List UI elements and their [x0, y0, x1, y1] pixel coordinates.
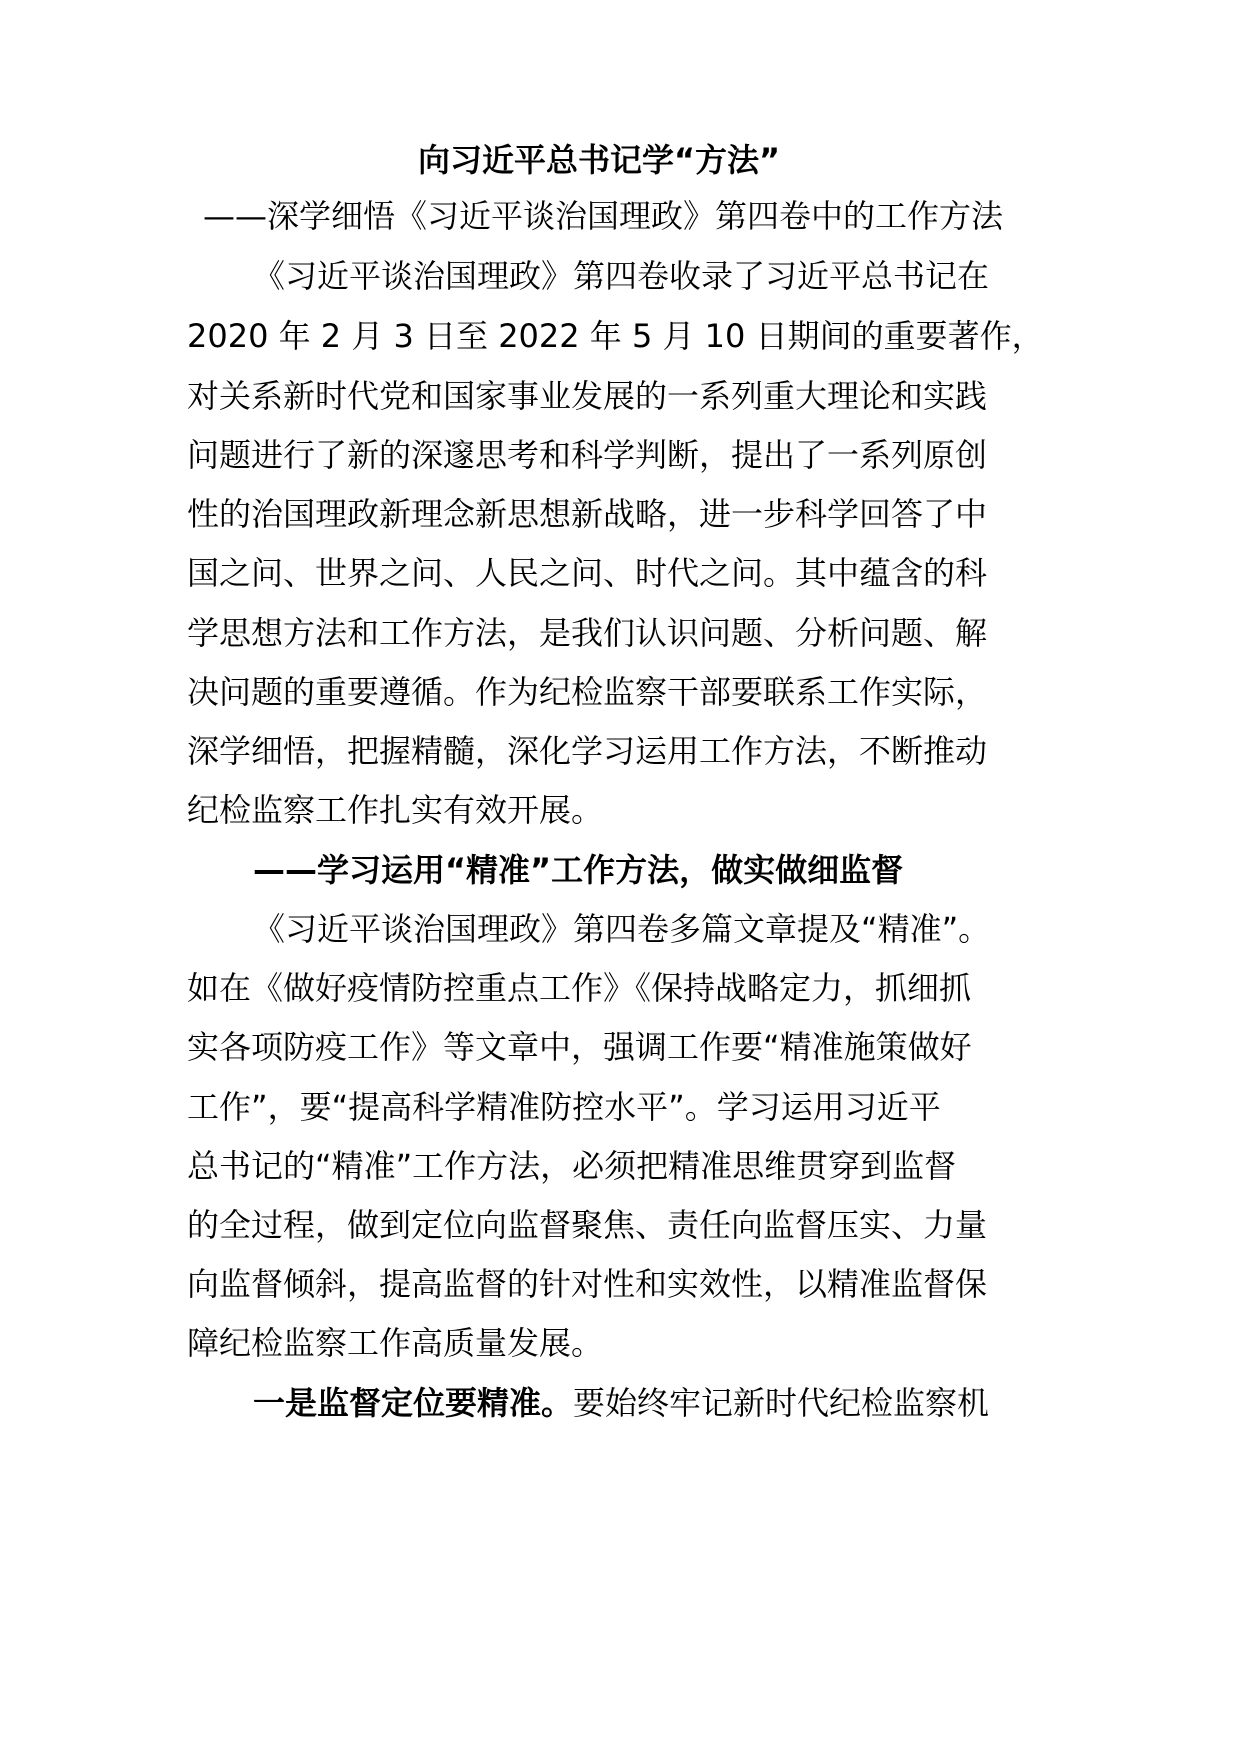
- paragraph2-line: 障纪检监察工作高质量发展。: [187, 1324, 604, 1362]
- paragraph1-line: 2020 年 2 月 3 日至 2022 年 5 月 10 日期间的重要著作，: [187, 317, 1044, 355]
- point1-line: [253, 1383, 989, 1423]
- paragraph2-line: 总书记的“精准”工作方法，必须把精准思维贯穿到监督: [187, 1147, 957, 1185]
- paragraph2-line: 的全过程，做到定位向监督聚焦、责任向监督压实、力量: [187, 1206, 988, 1244]
- paragraph1-line: 纪检监察工作扎实有效开展。: [187, 791, 604, 829]
- paragraph1-line: 学思想方法和工作方法，是我们认识问题、分析问题、解: [187, 614, 988, 652]
- point1-text: 要始终牢记新时代纪检监察机: [573, 1384, 990, 1422]
- paragraph1-line: 问题进行了新的深邃思考和科学判断，提出了一系列原创: [187, 436, 988, 474]
- document-subtitle: ——深学细悟《习近平谈治国理政》第四卷中的工作方法: [203, 197, 1004, 235]
- paragraph2-line: 如在《做好疫情防控重点工作》《保持战略定力，抓细抓: [187, 969, 972, 1007]
- paragraph1-line: 深学细悟，把握精髓，深化学习运用工作方法，不断推动: [187, 732, 988, 770]
- document-title: 向习近平总书记学“方法”: [418, 141, 781, 179]
- paragraph2-line: 向监督倾斜，提高监督的针对性和实效性，以精准监督保: [187, 1265, 988, 1303]
- paragraph1-line: 对关系新时代党和国家事业发展的一系列重大理论和实践: [187, 377, 988, 415]
- paragraph2-line: 《习近平谈治国理政》第四卷多篇文章提及“精准”。: [253, 910, 991, 948]
- paragraph1-line: 性的治国理政新理念新思想新战略，进一步科学回答了中: [187, 495, 988, 533]
- paragraph1-line: 国之问、世界之问、人民之问、时代之问。其中蕴含的科: [187, 554, 988, 592]
- section-heading: ——学习运用“精准”工作方法，做实做细监督: [253, 851, 904, 889]
- paragraph1-line: 《习近平谈治国理政》第四卷收录了习近平总书记在: [253, 257, 990, 295]
- paragraph1-line: 决问题的重要遵循。作为纪检监察干部要联系工作实际，: [187, 673, 988, 711]
- paragraph2-line: 工作”，要“提高科学精准防控水平”。学习运用习近平: [187, 1088, 941, 1126]
- point1-lead: 一是监督定位要精准。: [253, 1384, 574, 1422]
- paragraph2-line: 实各项防疫工作》等文章中，强调工作要“精准施策做好: [187, 1028, 972, 1066]
